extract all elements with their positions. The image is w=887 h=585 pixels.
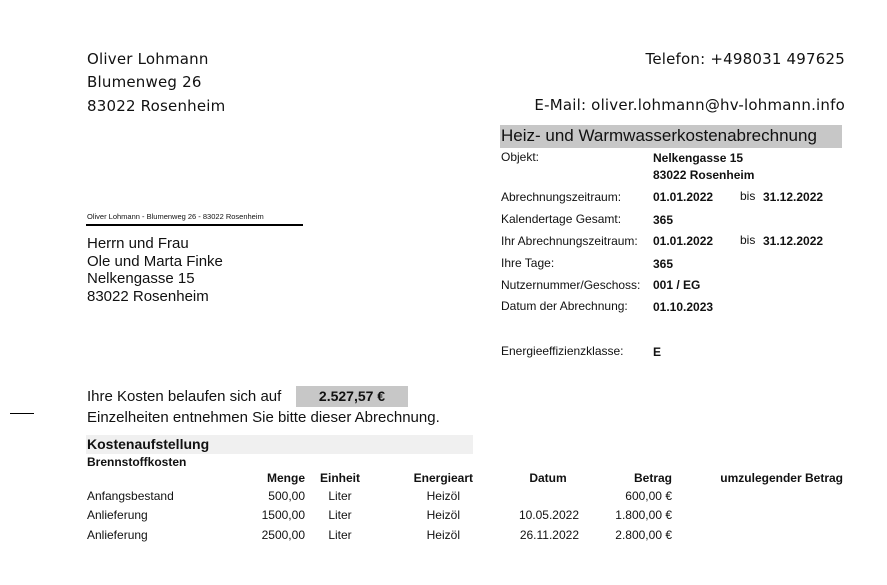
zeitraum-from: 01.01.2022 — [653, 190, 714, 204]
total-amount: 2.527,57 € — [296, 386, 408, 407]
col-header-datum: Datum — [529, 471, 567, 485]
ihr-zeitraum-from: 01.01.2022 — [653, 234, 714, 248]
zeitraum-label: Abrechnungszeitraum: — [501, 190, 622, 204]
row-menge: 500,00 — [268, 489, 305, 503]
row-menge: 1500,00 — [261, 508, 305, 522]
zeitraum-to: 31.12.2022 — [763, 190, 824, 204]
datum-label: Datum der Abrechnung: — [501, 299, 628, 313]
col-header-umzulegender: umzulegender Betrag — [720, 471, 843, 485]
row-label: Anfangsbestand — [87, 489, 174, 503]
sender-email: E-Mail: oliver.lohmann@hv-lohmann.info — [534, 96, 845, 114]
return-address: Oliver Lohmann - Blumenweg 26 - 83022 Rosenheim — [87, 212, 264, 221]
kalendertage-value: 365 — [653, 213, 674, 227]
col-header-menge: Menge — [266, 471, 305, 485]
datum-value: 01.10.2023 — [653, 300, 714, 314]
row-datum: 10.05.2022 — [518, 508, 579, 522]
row-betrag: 600,00 € — [625, 489, 672, 503]
details-text: Einzelheiten entnehmen Sie bitte dieser Abrechnung. — [87, 409, 440, 426]
sender-street: Blumenweg 26 — [87, 73, 202, 91]
objekt-label: Objekt: — [501, 150, 540, 164]
row-energieart: Heizöl — [426, 508, 460, 522]
recipient-line1: Herrn und Frau — [87, 235, 189, 252]
energie-value: E — [653, 345, 662, 359]
zeitraum-bis: bis — [740, 189, 756, 203]
row-einheit: Liter — [328, 528, 352, 542]
col-header-betrag: Betrag — [633, 471, 672, 485]
nutzer-value: 001 / EG — [653, 278, 701, 292]
objekt-city: 83022 Rosenheim — [653, 168, 755, 182]
energie-label: Energieeffizienzklasse: — [501, 344, 624, 358]
kosten-subtitle: Brennstoffkosten — [87, 455, 187, 469]
recipient-line2: Ole und Marta Finke — [87, 253, 223, 270]
col-header-einheit: Einheit — [319, 471, 360, 485]
costs-text: Ihre Kosten belaufen sich auf — [87, 388, 282, 405]
row-energieart: Heizöl — [426, 489, 460, 503]
row-datum: 26.11.2022 — [519, 528, 579, 542]
nutzer-label: Nutzernummer/Geschoss: — [501, 278, 641, 292]
row-label: Anlieferung — [87, 528, 148, 542]
ihr-zeitraum-bis: bis — [740, 233, 756, 247]
recipient-line4: 83022 Rosenheim — [87, 288, 209, 305]
sender-phone: Telefon: +498031 497625 — [645, 50, 845, 68]
ihr-zeitraum-label: Ihr Abrechnungszeitraum: — [501, 234, 638, 248]
objekt-street: Nelkengasse 15 — [653, 151, 744, 165]
ihr-zeitraum-to: 31.12.2022 — [763, 234, 824, 248]
row-betrag: 1.800,00 € — [615, 508, 672, 522]
sender-name: Oliver Lohmann — [87, 50, 209, 68]
row-menge: 2500,00 — [261, 528, 305, 542]
info-box-title: Heiz- und Warmwasserkostenabrechnung — [501, 126, 817, 145]
kosten-title: Kostenaufstellung — [87, 436, 210, 452]
recipient-line3: Nelkengasse 15 — [87, 270, 195, 287]
sender-city: 83022 Rosenheim — [87, 97, 226, 115]
row-energieart: Heizöl — [426, 528, 460, 542]
row-einheit: Liter — [328, 508, 352, 522]
ihre-tage-value: 365 — [653, 257, 674, 271]
col-header-energieart: Energieart — [413, 471, 473, 485]
kalendertage-label: Kalendertage Gesamt: — [501, 212, 622, 226]
row-einheit: Liter — [328, 489, 352, 503]
row-label: Anlieferung — [87, 508, 148, 522]
ihre-tage-label: Ihre Tage: — [501, 256, 555, 270]
return-address-underline — [86, 224, 303, 226]
row-betrag: 2.800,00 € — [615, 528, 672, 542]
fold-mark — [10, 413, 34, 414]
